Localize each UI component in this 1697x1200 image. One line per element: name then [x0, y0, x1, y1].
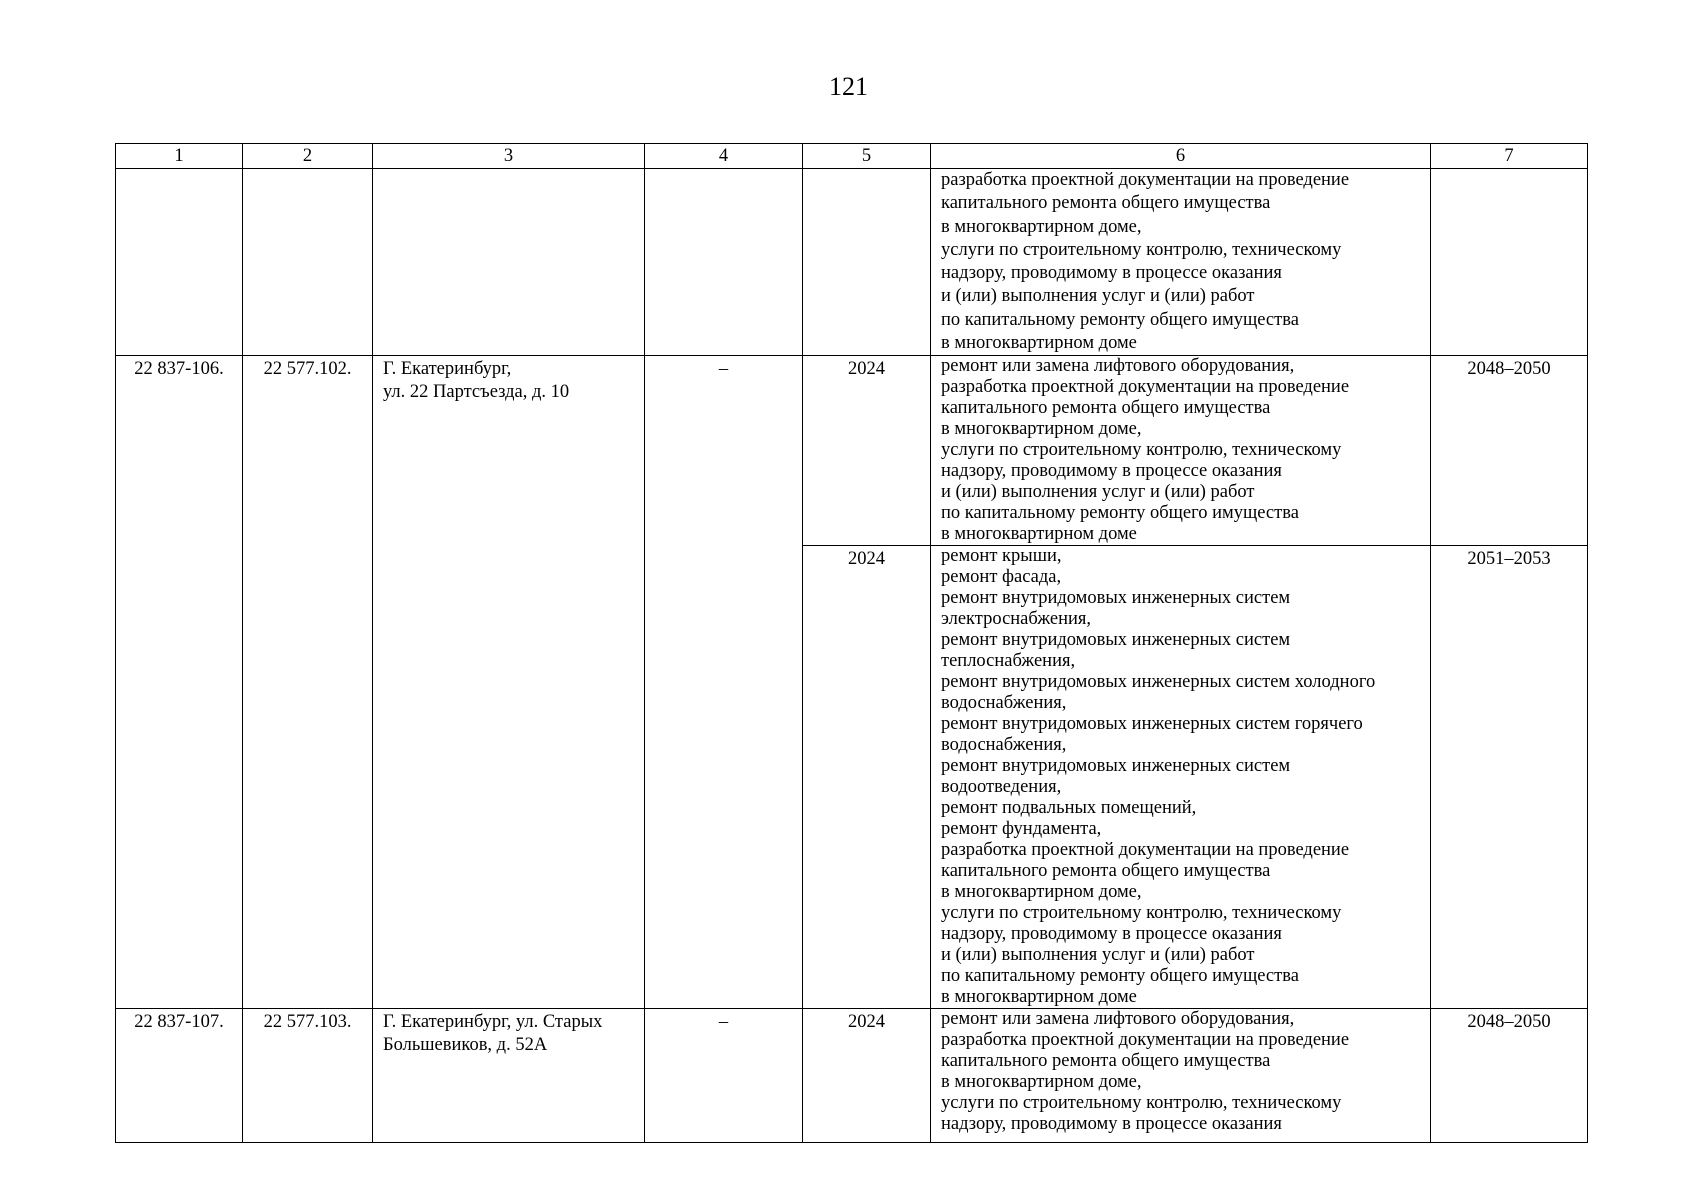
text-line: электроснабжения, [941, 609, 1092, 630]
column-header: 3 [373, 144, 645, 169]
column-header: 2 [243, 144, 373, 169]
text-line: в многоквартирном доме [941, 987, 1137, 1008]
text-line: ремонт крыши, [941, 546, 1062, 567]
table-cell [243, 169, 373, 356]
text-line: ремонт подвальных помещений, [941, 798, 1197, 819]
text-line: водоснабжения, [941, 735, 1067, 756]
address-cell [373, 1009, 645, 1143]
text-line: в многоквартирном доме [941, 333, 1137, 354]
text-line: разработка проектной документации на проведение [941, 840, 1350, 861]
text-line: разработка проектной документации на проведение [941, 1030, 1350, 1051]
code-cell: 22 577.102. [243, 356, 373, 1009]
text-line: капитального ремонта общего имущества [941, 861, 1271, 882]
text-line: капитального ремонта общего имущества [941, 1051, 1271, 1072]
text-line: ремонт внутридомовых инженерных систем горячего [941, 714, 1363, 735]
text-line: разработка проектной документации на проведение [941, 377, 1350, 398]
year-cell: 2024 [803, 1009, 931, 1143]
period-cell: 2048–2050 [1431, 1009, 1588, 1143]
works-cell [931, 356, 1431, 546]
text-line: капитального ремонта общего имущества [941, 193, 1271, 214]
text-line: надзору, проводимому в процессе оказания [941, 1114, 1282, 1135]
column-header: 6 [931, 144, 1431, 169]
table-cell [1431, 169, 1588, 356]
text-line: ремонт внутридомовых инженерных систем [941, 588, 1291, 609]
text-line: ремонт внутридомовых инженерных систем [941, 630, 1291, 651]
text-line: услуги по строительному контролю, техническому [941, 239, 1342, 260]
address-line: Г. Екатеринбург, [383, 359, 512, 380]
text-line: надзору, проводимому в процессе оказания [941, 924, 1282, 945]
table-cell [645, 169, 803, 356]
column-header: 4 [645, 144, 803, 169]
text-line: в многоквартирном доме, [941, 882, 1142, 903]
works-cell [931, 546, 1431, 1009]
text-line: по капитальному ремонту общего имущества [941, 503, 1299, 524]
text-line: ремонт внутридомовых инженерных систем холодного [941, 672, 1376, 693]
text-line: услуги по строительному контролю, техническому [941, 903, 1342, 924]
col4-cell: – [645, 1009, 803, 1143]
table-row [116, 1009, 1588, 1143]
table-row [116, 169, 1588, 356]
address-line: Г. Екатеринбург, ул. Старых [383, 1012, 603, 1033]
col4-cell: – [645, 356, 803, 1009]
text-line: разработка проектной документации на проведение [941, 170, 1350, 190]
text-line: ремонт или замена лифтового оборудования, [941, 1009, 1295, 1030]
header-row [116, 144, 1588, 169]
period-cell: 2048–2050 [1431, 356, 1588, 546]
column-header: 1 [116, 144, 243, 169]
text-line: по капитальному ремонту общего имущества [941, 309, 1299, 330]
text-line: водоотведения, [941, 777, 1062, 798]
text-line: ремонт или замена лифтового оборудования, [941, 356, 1295, 377]
text-line: услуги по строительному контролю, техническому [941, 1093, 1342, 1114]
period-cell: 2051–2053 [1431, 546, 1588, 1009]
text-line: теплоснабжения, [941, 651, 1076, 672]
text-line: и (или) выполнения услуг и (или) работ [941, 286, 1255, 307]
text-line: и (или) выполнения услуг и (или) работ [941, 945, 1255, 966]
code-cell: 22 577.103. [243, 1009, 373, 1143]
text-line: ремонт внутридомовых инженерных систем [941, 756, 1291, 777]
text-line: водоснабжения, [941, 693, 1067, 714]
text-line: надзору, проводимому в процессе оказания [941, 461, 1282, 482]
address-line: ул. 22 Партсъезда, д. 10 [383, 382, 570, 403]
works-cell [931, 1009, 1431, 1143]
text-line: капитального ремонта общего имущества [941, 398, 1271, 419]
row-number-cell: 22 837-107. [116, 1009, 243, 1143]
table-cell [116, 169, 243, 356]
text-line: в многоквартирном доме, [941, 1072, 1142, 1093]
data-table [115, 143, 1588, 1143]
text-line: в многоквартирном доме [941, 524, 1137, 545]
text-line: ремонт фасада, [941, 567, 1062, 588]
text-line: ремонт фундамента, [941, 819, 1102, 840]
table-row [116, 356, 1588, 546]
year-cell: 2024 [803, 546, 931, 1009]
address-line: Большевиков, д. 52А [383, 1035, 548, 1056]
year-cell: 2024 [803, 356, 931, 546]
column-header: 7 [1431, 144, 1588, 169]
column-header: 5 [803, 144, 931, 169]
table-cell [373, 169, 645, 356]
address-cell [373, 356, 645, 1009]
works-cell [931, 169, 1431, 356]
text-line: по капитальному ремонту общего имущества [941, 966, 1299, 987]
text-line: в многоквартирном доме, [941, 419, 1142, 440]
row-number-cell: 22 837-106. [116, 356, 243, 1009]
text-line: и (или) выполнения услуг и (или) работ [941, 482, 1255, 503]
text-line: услуги по строительному контролю, техническому [941, 440, 1342, 461]
text-line: надзору, проводимому в процессе оказания [941, 263, 1282, 284]
text-line: в многоквартирном доме, [941, 216, 1142, 237]
page-number: 121 [829, 72, 868, 101]
table-cell [803, 169, 931, 356]
